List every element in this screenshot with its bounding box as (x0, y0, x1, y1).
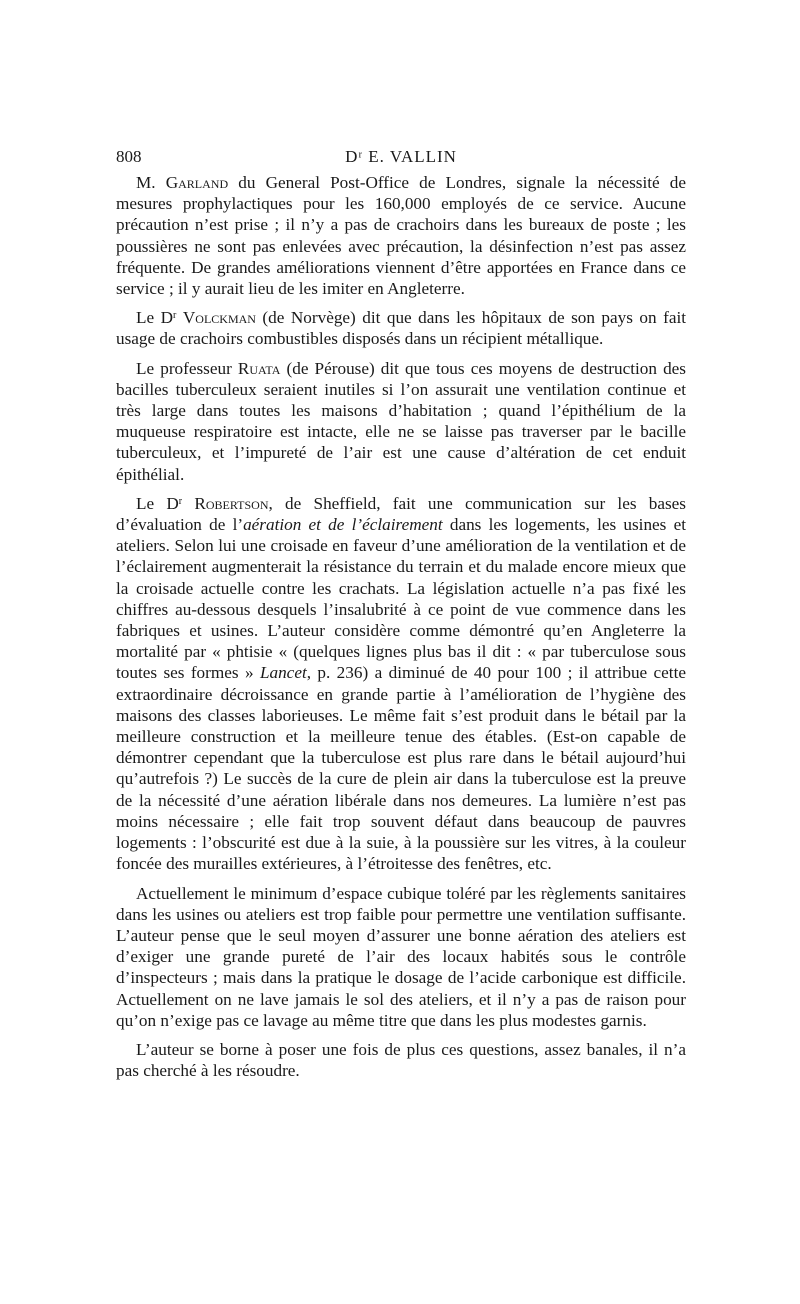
paragraph-prefix: Le D (136, 493, 179, 513)
speaker-name: Ruata (237, 358, 281, 378)
paragraph-text: L’auteur se borne à poser une fois de plus ces questions, assez banales, il n’a pas cherché à les résoudre. (116, 1039, 686, 1081)
paragraph-prefix: Le D (136, 308, 174, 328)
paragraph-robertson (116, 493, 686, 875)
running-title: Dʳ E. VALLIN (345, 147, 457, 166)
running-head (116, 147, 686, 171)
paragraph-text: (de Pérouse) dit que tous ces moyens de destruction des bacilles tuberculeux seraient inutiles si l’on assurait une ventilation continue et très large dans toutes les maisons d’habitation ; quand l’épithélium de la muqueuse respiratoire est intacte, elle ne se laisse pas traverser par le bacille tuberculeux, et l’impureté de l’air est une cause d’altération de cet enduit épithélial. (116, 358, 686, 484)
paragraph-minimum-espace (116, 883, 686, 1031)
paragraph-prefix: M. (136, 173, 166, 192)
paragraph-prefix: Le professeur (136, 358, 238, 378)
paragraph-volckman (116, 307, 686, 349)
paragraph-text: , de Sheffield, fait une communication sur les bases d’évaluation de l’ (116, 493, 686, 535)
italic-phrase: aération et de l’éclairement (243, 515, 443, 535)
body-text (116, 172, 686, 1089)
paragraph-text: (de Norvège) dit que dans les hôpitaux de son pays on fait usage de crachoirs combustibles disposés dans un récipient métallique. (116, 308, 686, 349)
title-superscript: r (173, 310, 177, 322)
speaker-name: Volckman (182, 308, 256, 328)
paragraph-text: , p. 236) a diminué de 40 pour 100 ; il attribue cette extraordinaire décroissance en grande partie à l’amélioration de l’hygiène des maisons des classes laborieuses. Le même fait s’est produit dans le bétail par la meilleure construction et la meilleure tenue des étables. (Est-on capable de démontrer cependant que la tuberculose est plus rare dans le bétail aujourd’hui qu’autrefois ?) Le succès de la cure de plein air dans la tuberculose est la preuve de la nécessité d’une aération libérale dans nos demeures. La lumière n’est pas moins nécessaire ; elle fait trop souvent défaut dans beaucoup de pauvres logements : l’obscurité est due à la suie, à la poussière sur les vitres, à la couleur foncée des murailles extérieures, à l’étroitesse des fenêtres, etc. (116, 663, 686, 874)
paragraph-garland (116, 172, 686, 299)
speaker-name: Robertson (194, 493, 269, 513)
speaker-name: Garland (165, 173, 229, 192)
page-number: 808 (116, 147, 142, 166)
title-superscript: r (178, 495, 183, 507)
paragraph-ruata (116, 358, 686, 485)
paragraph-text: Actuellement le minimum d’espace cubique toléré par les règlements sanitaires dans les usines ou ateliers est trop faible pour permettre une ventilation suffisante. L’auteur pense que le seul moyen d’assurer une bonne aération des ateliers est d’exiger une grande pureté de l’air des locaux habités sous le contrôle d’inspecteurs ; mais dans la pratique le dosage de l’acide carbonique est difficile. Actuellement on ne lave jamais le sol des ateliers, et il n’y a pas de raison pour qu’on n’exige pas ce lavage au même titre que dans les plus modestes garnis. (116, 883, 686, 1030)
paragraph-text: dans les logements, les usines et ateliers. Selon lui une croisade en faveur d’une amélioration de la ventilation et de l’éclairement augmenterait la résistance du terrain et du malade encore mieux que la croisade actuelle contre les crachats. La législation actuelle n’a pas fixé les chiffres au-dessous desquels l’insalubrité à ce point de vue commence dans les fabriques et usines. L’auteur considère comme démontré qu’en Angleterre la mortalité par « phtisie « (quelques lignes plus bas il dit : « par tuberculose sous toutes ses formes » (116, 515, 686, 683)
paragraph-conclusion (116, 1039, 686, 1081)
journal-title: Lancet (259, 663, 307, 683)
paragraph-text: du General Post-Office de Londres, signale la nécessité de mesures prophylactiques pour les 160,000 employés de ce service. Aucune précaution n’est prise ; il n’y a pas de crachoirs dans les bureaux de poste ; les poussières ne sont pas enlevées avec précaution, la désinfection n’est pas assez fréquente. De grandes améliorations viennent d’être apportées en France dans ce service ; il y aurait lieu de les imiter en Angleterre. (116, 173, 686, 299)
